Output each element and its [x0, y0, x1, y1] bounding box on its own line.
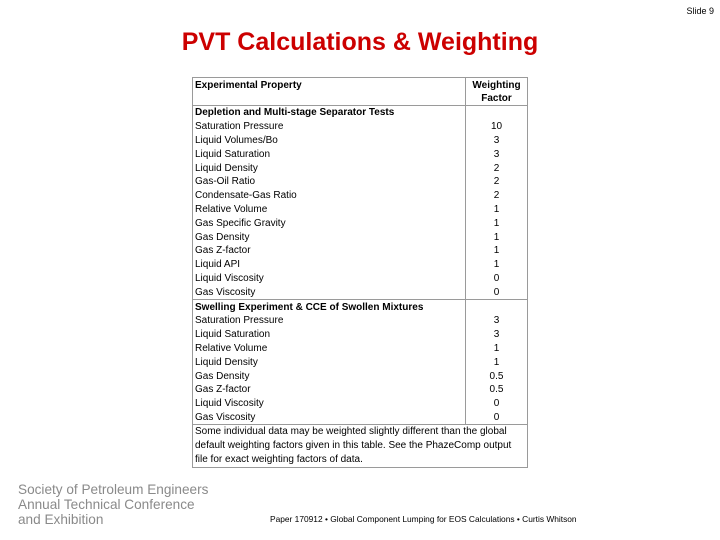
table-row — [193, 203, 528, 217]
factor-cell: 1 — [466, 355, 528, 369]
table-row — [193, 369, 528, 383]
property-cell: Gas Density — [193, 230, 466, 244]
table-row — [193, 328, 528, 342]
property-cell: Saturation Pressure — [193, 120, 466, 134]
factor-cell: 1 — [466, 244, 528, 258]
factor-cell: 3 — [466, 134, 528, 148]
table-row — [193, 230, 528, 244]
slide-title: PVT Calculations & Weighting — [181, 28, 539, 56]
factor-cell: 1 — [466, 203, 528, 217]
property-cell: Liquid Volumes/Bo — [193, 134, 466, 148]
property-cell: Gas Density — [193, 369, 466, 383]
factor-cell: 0.5 — [466, 369, 528, 383]
header-weighting-factor — [466, 78, 528, 106]
property-cell: Condensate-Gas Ratio — [193, 189, 466, 203]
property-cell: Liquid Viscosity — [193, 397, 466, 411]
property-cell: Gas Z-factor — [193, 383, 466, 397]
header-factor-line2: Factor — [481, 93, 512, 104]
property-cell: Relative Volume — [193, 203, 466, 217]
table-row — [193, 272, 528, 286]
table-header-row — [193, 78, 528, 106]
table-note: Some individual data may be weighted slightly different than the global default weighting factors given in this table. See the PhazeComp output file for exact weighting factors of data. — [193, 425, 528, 467]
property-cell: Liquid Saturation — [193, 147, 466, 161]
property-cell: Gas Viscosity — [193, 285, 466, 299]
factor-cell: 3 — [466, 147, 528, 161]
property-cell: Liquid Density — [193, 161, 466, 175]
footer-citation: Paper 170912 • Global Component Lumping for EOS Calculations • Curtis Whitson — [270, 514, 577, 524]
property-cell: Relative Volume — [193, 342, 466, 356]
property-cell: Gas Specific Gravity — [193, 216, 466, 230]
table-row — [193, 147, 528, 161]
factor-cell: 1 — [466, 258, 528, 272]
logo-line-3: and Exhibition — [18, 512, 104, 527]
table-row — [193, 120, 528, 134]
factor-cell: 10 — [466, 120, 528, 134]
factor-cell: 3 — [466, 314, 528, 328]
logo-line-1: Society of Petroleum Engineers — [18, 482, 209, 497]
factor-cell: 1 — [466, 342, 528, 356]
section-heading-row — [193, 300, 528, 314]
factor-cell: 3 — [466, 328, 528, 342]
header-experimental-property: Experimental Property — [193, 78, 466, 106]
property-cell: Saturation Pressure — [193, 314, 466, 328]
table-row — [193, 355, 528, 369]
section-heading-factor — [466, 300, 528, 314]
slide-number: Slide 9 — [686, 6, 714, 16]
factor-cell: 2 — [466, 161, 528, 175]
table-row — [193, 397, 528, 411]
factor-cell: 0.5 — [466, 383, 528, 397]
table-row — [193, 134, 528, 148]
table-row — [193, 258, 528, 272]
logo-line-2: Annual Technical Conference — [18, 497, 195, 512]
table-row — [193, 342, 528, 356]
property-cell: Gas-Oil Ratio — [193, 175, 466, 189]
weighting-table-container — [192, 77, 527, 468]
section-heading-row — [193, 106, 528, 120]
table-row — [193, 314, 528, 328]
factor-cell: 2 — [466, 189, 528, 203]
factor-cell: 0 — [466, 285, 528, 299]
property-cell: Liquid Density — [193, 355, 466, 369]
factor-cell: 0 — [466, 272, 528, 286]
weighting-table — [192, 77, 528, 468]
factor-cell: 2 — [466, 175, 528, 189]
header-factor-line1: Weighting — [472, 80, 521, 91]
section-heading-factor — [466, 106, 528, 120]
table-row — [193, 383, 528, 397]
section-heading: Swelling Experiment & CCE of Swollen Mixtures — [193, 300, 466, 314]
property-cell: Liquid API — [193, 258, 466, 272]
table-note-row — [193, 425, 528, 467]
factor-cell: 0 — [466, 411, 528, 425]
table-row — [193, 285, 528, 299]
property-cell: Gas Z-factor — [193, 244, 466, 258]
section-heading: Depletion and Multi-stage Separator Tests — [193, 106, 466, 120]
factor-cell: 0 — [466, 397, 528, 411]
factor-cell: 1 — [466, 230, 528, 244]
spe-logo — [18, 482, 208, 527]
table-row — [193, 216, 528, 230]
table-row — [193, 189, 528, 203]
property-cell: Liquid Saturation — [193, 328, 466, 342]
property-cell: Gas Viscosity — [193, 411, 466, 425]
table-row — [193, 244, 528, 258]
table-body — [193, 106, 528, 468]
table-row — [193, 161, 528, 175]
table-row — [193, 175, 528, 189]
table-row — [193, 411, 528, 425]
factor-cell: 1 — [466, 216, 528, 230]
property-cell: Liquid Viscosity — [193, 272, 466, 286]
